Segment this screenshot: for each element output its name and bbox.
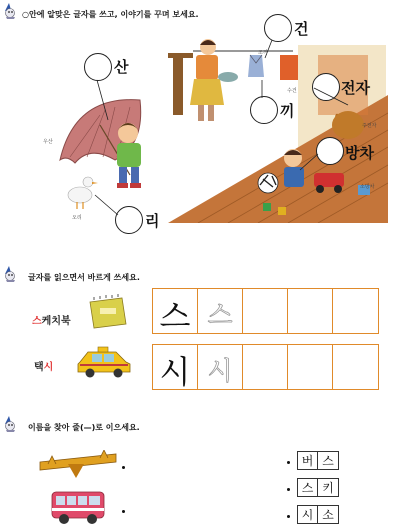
match-dot-right-2[interactable] bbox=[287, 488, 290, 491]
syllable-kki: 끼 bbox=[280, 102, 295, 120]
word-taxi-highlight: 시 bbox=[43, 362, 54, 373]
taxi-icon bbox=[74, 344, 134, 380]
model-char: 스 bbox=[159, 297, 191, 335]
blank-cell[interactable] bbox=[288, 289, 333, 333]
choice-syllable: 버 bbox=[297, 451, 318, 470]
syllable-san: 산 bbox=[114, 58, 129, 76]
syllable-ri: 리 bbox=[145, 212, 160, 230]
bus-icon bbox=[48, 486, 108, 526]
blank-cell[interactable] bbox=[243, 345, 288, 389]
blank-cell[interactable] bbox=[333, 289, 378, 333]
label-jokki: 조끼 bbox=[258, 50, 268, 56]
match-dot-left-2[interactable] bbox=[122, 510, 125, 513]
trace-cell[interactable] bbox=[198, 289, 243, 333]
trace-char: 시 bbox=[207, 357, 233, 387]
choice-syllable: 스 bbox=[297, 478, 318, 497]
choice-syllable: 스 bbox=[318, 451, 339, 470]
choice-syllable: 키 bbox=[318, 478, 339, 497]
syllable-jeonja: 전자 bbox=[341, 79, 370, 97]
syllable-bangcha: 방차 bbox=[345, 144, 374, 162]
choice-word-3 bbox=[297, 505, 339, 524]
label-jujeonja: 주전자 bbox=[362, 123, 377, 129]
blank-cell[interactable] bbox=[288, 345, 333, 389]
seesaw-icon bbox=[38, 450, 118, 480]
choice-word-1 bbox=[297, 451, 339, 470]
trace-char: 스 bbox=[207, 301, 233, 331]
label-ori: 오리 bbox=[72, 215, 82, 221]
word-sketchbook-rest: 케치북 bbox=[41, 316, 71, 327]
syllable-geon: 건 bbox=[294, 20, 309, 38]
word-sketchbook-highlight: 스 bbox=[32, 316, 42, 327]
word-taxi-base: 택 bbox=[34, 362, 44, 373]
label-sobangcha: 소방차 bbox=[360, 184, 375, 190]
label-sugeon: 수건 bbox=[287, 88, 297, 94]
section3-instruction: 이름을 찾아 줄(—)로 이으세요. bbox=[28, 423, 140, 432]
choice-word-2 bbox=[297, 478, 339, 497]
trace-cell[interactable] bbox=[198, 345, 243, 389]
mascot-icon bbox=[2, 265, 20, 283]
section2-instruction: 글자를 읽으면서 바르게 쓰세요. bbox=[28, 273, 140, 282]
model-char: 시 bbox=[159, 353, 191, 391]
writing-grid-sketchbook bbox=[152, 288, 379, 334]
blank-cell[interactable] bbox=[333, 345, 378, 389]
choice-syllable: 시 bbox=[297, 505, 318, 524]
sketchbook-icon bbox=[86, 294, 130, 334]
label-usan: 우산 bbox=[43, 139, 53, 145]
blank-cell[interactable] bbox=[243, 289, 288, 333]
section1-instruction: ○안에 알맞은 글자를 쓰고, 이야기를 꾸며 보세요. bbox=[22, 10, 199, 19]
mascot-icon bbox=[2, 415, 20, 433]
leader-lines bbox=[0, 0, 400, 240]
choice-syllable: 소 bbox=[318, 505, 339, 524]
model-cell bbox=[153, 345, 198, 389]
match-dot-right-3[interactable] bbox=[287, 515, 290, 518]
match-dot-left-1[interactable] bbox=[122, 466, 125, 469]
match-dot-right-1[interactable] bbox=[287, 461, 290, 464]
model-cell bbox=[153, 289, 198, 333]
word-taxi bbox=[34, 358, 53, 373]
word-sketchbook bbox=[32, 312, 71, 327]
writing-grid-taxi bbox=[152, 344, 379, 390]
